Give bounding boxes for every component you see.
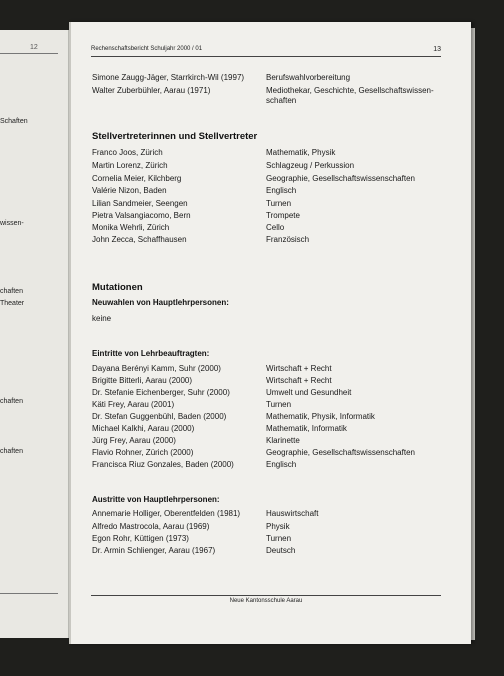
person-name: Dayana Berényi Kamm, Suhr (2000) bbox=[92, 364, 221, 373]
document-page bbox=[69, 22, 471, 644]
person-name: Pietra Valsangiacomo, Bern bbox=[92, 211, 191, 220]
person-subject: Wirtschaft + Recht bbox=[266, 364, 332, 373]
left-fragment: chaften bbox=[0, 398, 23, 405]
left-footer-rule bbox=[0, 593, 58, 594]
page-number: 13 bbox=[433, 46, 441, 53]
header-title: Rechenschaftsbericht Schuljahr 2000 / 01 bbox=[91, 46, 203, 52]
person-subject: Schlagzeug / Perkussion bbox=[266, 161, 355, 170]
left-page bbox=[0, 30, 69, 638]
subsection-heading: Neuwahlen von Hauptlehrpersonen: bbox=[92, 298, 229, 307]
person-name: Alfredo Mastrocola, Aarau (1969) bbox=[92, 522, 210, 531]
person-subject: Cello bbox=[266, 223, 285, 232]
person-name: Michael Kalkhi, Aarau (2000) bbox=[92, 424, 195, 433]
section-heading: Stellvertreterinnen und Stellvertreter bbox=[92, 131, 258, 142]
person-name: Brigitte Bitterli, Aarau (2000) bbox=[92, 376, 193, 385]
footer-rule bbox=[91, 595, 441, 596]
person-name: Jürg Frey, Aarau (2000) bbox=[92, 436, 176, 445]
person-name: Annemarie Holliger, Oberentfelden (1981) bbox=[92, 509, 241, 518]
person-name: Francisca Riuz Gonzales, Baden (2000) bbox=[92, 460, 234, 469]
page-header bbox=[91, 46, 441, 52]
section-heading: Mutationen bbox=[92, 282, 143, 293]
person-subject: Geographie, Gesellschaftswissenschaften bbox=[266, 448, 415, 457]
left-fragment: Schaften bbox=[0, 118, 28, 125]
person-subject: Physik bbox=[266, 522, 290, 531]
left-fragment: wissen- bbox=[0, 220, 24, 227]
person-subject: Berufswahlvorbereitung bbox=[266, 73, 351, 82]
left-fragment: Theater bbox=[0, 300, 25, 307]
person-name: Cornelia Meier, Kilchberg bbox=[92, 174, 182, 183]
person-subject: Hauswirtschaft bbox=[266, 509, 319, 518]
person-name: Martin Lorenz, Zürich bbox=[92, 161, 168, 170]
person-name: Käti Frey, Aarau (2001) bbox=[92, 400, 175, 409]
header-rule bbox=[91, 56, 441, 57]
person-subject: Mathematik, Informatik bbox=[266, 424, 347, 433]
person-subject: Mathematik, Physik, Informatik bbox=[266, 412, 375, 421]
person-subject: Turnen bbox=[266, 534, 292, 543]
person-subject: Deutsch bbox=[266, 546, 296, 555]
person-name: Dr. Stefan Guggenbühl, Baden (2000) bbox=[92, 412, 227, 421]
person-subject-continued: schaften bbox=[266, 96, 297, 105]
person-subject: Umwelt und Gesundheit bbox=[266, 388, 352, 397]
person-name: Dr. Armin Schlienger, Aarau (1967) bbox=[92, 546, 216, 555]
person-name: Franco Joos, Zürich bbox=[92, 148, 163, 157]
person-subject: Mediothekar, Geschichte, Gesellschaftswissen- bbox=[266, 86, 434, 95]
person-subject: Englisch bbox=[266, 186, 297, 195]
person-name: Walter Zuberbühler, Aarau (1971) bbox=[92, 86, 211, 95]
subsection-heading: Eintritte von Lehrbeauftragten: bbox=[92, 349, 210, 358]
page-footer: Neue Kantonsschule Aarau bbox=[229, 598, 303, 604]
left-header-rule bbox=[0, 53, 58, 54]
person-name: Flavio Rohner, Zürich (2000) bbox=[92, 448, 194, 457]
person-subject: Turnen bbox=[266, 199, 292, 208]
person-name: John Zecca, Schaffhausen bbox=[92, 235, 187, 244]
person-name: Lilian Sandmeier, Seengen bbox=[92, 199, 188, 208]
person-name: Valérie Nizon, Baden bbox=[92, 186, 167, 195]
person-subject: Geographie, Gesellschaftswissenschaften bbox=[266, 174, 415, 183]
neuwahlen-value: keine bbox=[92, 314, 112, 323]
person-subject: Trompete bbox=[266, 211, 300, 220]
person-subject: Wirtschaft + Recht bbox=[266, 376, 332, 385]
person-name: Egon Rohr, Küttigen (1973) bbox=[92, 534, 189, 543]
person-subject: Englisch bbox=[266, 460, 297, 469]
person-subject: Turnen bbox=[266, 400, 292, 409]
left-page-number: 12 bbox=[30, 44, 38, 51]
left-fragment: chaften bbox=[0, 288, 23, 295]
left-fragment: chaften bbox=[0, 448, 23, 455]
subsection-heading: Austritte von Hauptlehrpersonen: bbox=[92, 495, 220, 504]
person-subject: Mathematik, Physik bbox=[266, 148, 336, 157]
person-name: Simone Zaugg-Jäger, Starrkirch-Wil (1997) bbox=[92, 73, 245, 82]
person-name: Dr. Stefanie Eichenberger, Suhr (2000) bbox=[92, 388, 230, 397]
person-subject: Klarinette bbox=[266, 436, 300, 445]
person-subject: Französisch bbox=[266, 235, 310, 244]
person-name: Monika Wehrli, Zürich bbox=[92, 223, 170, 232]
